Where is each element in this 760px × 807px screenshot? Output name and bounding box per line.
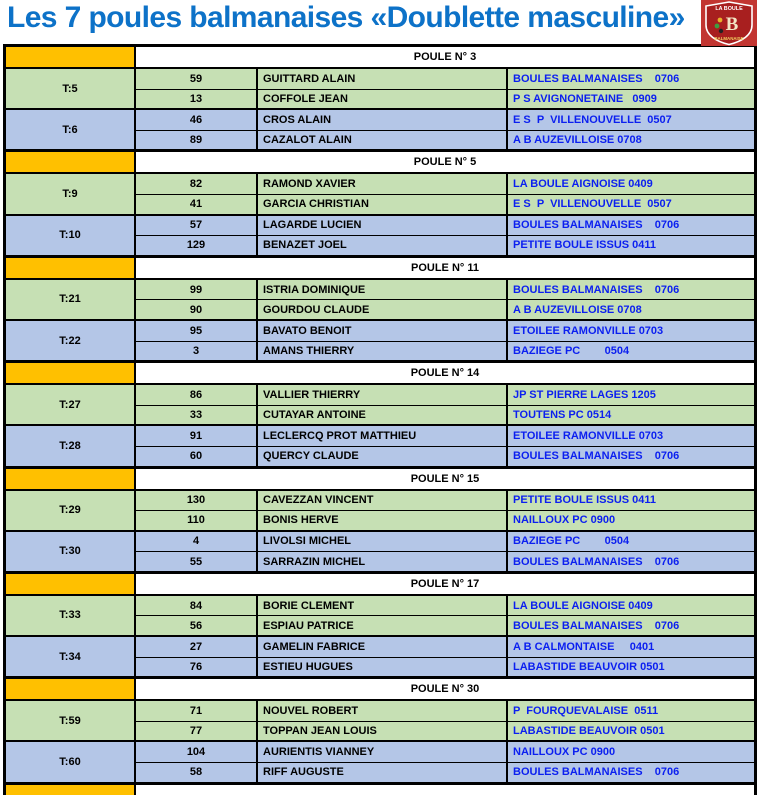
player-club: BAZIEGE PC 0504 (513, 344, 630, 357)
pool-title: POULE N° 5 (136, 152, 754, 172)
player-club: PETITE BOULE ISSUS 0411 (513, 239, 657, 252)
player-club: E S P VILLENOUVELLE 0507 (513, 113, 672, 126)
player-club: JP ST PIERRE LAGES 1205 (513, 388, 656, 401)
pool-title: POULE N° 17 (136, 574, 754, 594)
player-club: P FOURQUEVALAISE 0511 (513, 705, 659, 718)
player-club: ETOILEE RAMONVILLE 0703 (513, 324, 664, 337)
table-number: T:22 (6, 321, 136, 360)
player-number: 130 (136, 491, 258, 511)
team-row-green (6, 383, 754, 424)
pool-header-spacer (6, 469, 136, 489)
team-players (136, 110, 754, 149)
team-players (136, 637, 754, 676)
player-name: AURIENTIS VIANNEY (258, 742, 508, 762)
team-row-blue (6, 108, 754, 149)
player-club: BOULES BALMANAISES 0706 (513, 283, 680, 296)
logo-boule-green (715, 24, 720, 29)
pool-section-11 (6, 255, 754, 360)
pool-header-row (6, 574, 754, 594)
player-row (136, 194, 754, 214)
player-row (136, 742, 754, 762)
player-number: 60 (136, 447, 258, 466)
player-number: 104 (136, 742, 258, 762)
player-number: 46 (136, 110, 258, 130)
page-title: Les 7 poules balmanaises «Doublette masculine» (7, 1, 685, 34)
table-number: T:34 (6, 637, 136, 676)
player-name: ESPIAU PATRICE (258, 616, 508, 635)
team-row-blue (6, 214, 754, 255)
player-number: 58 (136, 763, 258, 782)
pool-header-spacer (6, 47, 136, 67)
player-row (136, 341, 754, 361)
player-club: NAILLOUX PC 0900 (513, 514, 616, 527)
player-club: NAILLOUX PC 0900 (513, 746, 616, 759)
pool-header-row (6, 47, 754, 67)
player-name: TOPPAN JEAN LOUIS (258, 722, 508, 741)
team-row-blue (6, 424, 754, 465)
player-name: BONIS HERVE (258, 511, 508, 530)
player-row (136, 89, 754, 109)
player-name: VALLIER THIERRY (258, 385, 508, 405)
player-club: BOULES BALMANAISES 0706 (513, 619, 680, 632)
team-row-green (6, 489, 754, 530)
pool-header-spacer (6, 785, 136, 795)
pool-header-blank (136, 785, 754, 795)
pool-section-5 (6, 149, 754, 254)
player-number: 99 (136, 280, 258, 300)
player-number: 129 (136, 236, 258, 255)
team-players (136, 321, 754, 360)
player-row (136, 405, 754, 425)
player-number: 3 (136, 342, 258, 361)
player-club: A B CALMONTAISE 0401 (513, 640, 655, 653)
pool-header-spacer (6, 152, 136, 172)
team-row-green (6, 699, 754, 740)
player-club: ETOILEE RAMONVILLE 0703 (513, 430, 664, 443)
player-name: BAVATO BENOIT (258, 321, 508, 341)
pool-header-row (6, 679, 754, 699)
player-number: 89 (136, 131, 258, 150)
player-club: LABASTIDE BEAUVOIR 0501 (513, 725, 665, 738)
player-name: RAMOND XAVIER (258, 174, 508, 194)
player-number: 90 (136, 300, 258, 319)
player-row (136, 551, 754, 571)
pool-title: POULE N° 11 (136, 258, 754, 278)
player-number: 59 (136, 69, 258, 89)
player-club: BOULES BALMANAISES 0706 (513, 555, 680, 568)
table-number: T:10 (6, 216, 136, 255)
player-name: LIVOLSI MICHEL (258, 532, 508, 552)
team-row-blue (6, 635, 754, 676)
pool-title: POULE N° 14 (136, 363, 754, 383)
player-number: 27 (136, 637, 258, 657)
player-name: CROS ALAIN (258, 110, 508, 130)
team-row-blue (6, 740, 754, 781)
logo-center-letter: B (725, 14, 739, 35)
player-number: 77 (136, 722, 258, 741)
team-row-blue (6, 530, 754, 571)
table-number: T:59 (6, 701, 136, 740)
team-players (136, 532, 754, 571)
pool-header-spacer (6, 574, 136, 594)
club-logo (701, 0, 757, 46)
team-players (136, 491, 754, 530)
player-row (136, 321, 754, 341)
team-row-green (6, 172, 754, 213)
player-name: BENAZET JOEL (258, 236, 508, 255)
table-number: T:27 (6, 385, 136, 424)
player-club: LA BOULE AIGNOISE 0409 (513, 178, 653, 191)
next-pool-partial-row (6, 782, 754, 795)
table-number: T:33 (6, 596, 136, 635)
player-name: CAVEZZAN VINCENT (258, 491, 508, 511)
player-row (136, 174, 754, 194)
player-club: BOULES BALMANAISES 0706 (513, 219, 680, 232)
pool-section-17 (6, 571, 754, 676)
team-players (136, 385, 754, 424)
player-row (136, 532, 754, 552)
player-row (136, 235, 754, 255)
player-name: GUITTARD ALAIN (258, 69, 508, 89)
player-number: 41 (136, 195, 258, 214)
table-number: T:30 (6, 532, 136, 571)
player-name: BORIE CLEMENT (258, 596, 508, 616)
player-name: SARRAZIN MICHEL (258, 552, 508, 571)
team-players (136, 426, 754, 465)
logo-top-text: LA BOULE (715, 6, 743, 12)
player-row (136, 762, 754, 782)
player-name: ESTIEU HUGUES (258, 658, 508, 677)
pool-title: POULE N° 3 (136, 47, 754, 67)
team-players (136, 701, 754, 740)
player-club: TOUTENS PC 0514 (513, 409, 612, 422)
player-number: 55 (136, 552, 258, 571)
pool-section-30 (6, 676, 754, 781)
pool-header-row (6, 469, 754, 489)
player-club: A B AUZEVILLOISE 0708 (513, 303, 642, 316)
team-row-green (6, 278, 754, 319)
player-club: BOULES BALMANAISES 0706 (513, 72, 680, 85)
player-name: RIFF AUGUSTE (258, 763, 508, 782)
player-row (136, 130, 754, 150)
player-club: BAZIEGE PC 0504 (513, 535, 630, 548)
pool-title: POULE N° 15 (136, 469, 754, 489)
pool-header-spacer (6, 363, 136, 383)
player-number: 95 (136, 321, 258, 341)
player-row (136, 510, 754, 530)
pool-header-spacer (6, 679, 136, 699)
player-number: 71 (136, 701, 258, 721)
player-number: 82 (136, 174, 258, 194)
player-row (136, 637, 754, 657)
player-name: LAGARDE LUCIEN (258, 216, 508, 236)
player-name: GOURDOU CLAUDE (258, 300, 508, 319)
player-club: A B AUZEVILLOISE 0708 (513, 134, 642, 147)
team-row-blue (6, 319, 754, 360)
player-club: PETITE BOULE ISSUS 0411 (513, 494, 657, 507)
player-row (136, 385, 754, 405)
pool-header-spacer (6, 258, 136, 278)
player-name: GARCIA CHRISTIAN (258, 195, 508, 214)
pool-header-row (6, 363, 754, 383)
team-players (136, 174, 754, 213)
pool-section-14 (6, 360, 754, 465)
player-number: 57 (136, 216, 258, 236)
player-row (136, 701, 754, 721)
player-name: GAMELIN FABRICE (258, 637, 508, 657)
player-number: 56 (136, 616, 258, 635)
player-row (136, 721, 754, 741)
team-row-green (6, 594, 754, 635)
player-name: ISTRIA DOMINIQUE (258, 280, 508, 300)
player-row (136, 110, 754, 130)
player-club: BOULES BALMANAISES 0706 (513, 450, 680, 463)
player-number: 86 (136, 385, 258, 405)
team-players (136, 742, 754, 781)
player-name: CAZALOT ALAIN (258, 131, 508, 150)
table-number: T:60 (6, 742, 136, 781)
table-number: T:21 (6, 280, 136, 319)
table-number: T:29 (6, 491, 136, 530)
player-club: LABASTIDE BEAUVOIR 0501 (513, 660, 665, 673)
player-number: 110 (136, 511, 258, 530)
table-number: T:9 (6, 174, 136, 213)
player-row (136, 596, 754, 616)
pool-title: POULE N° 30 (136, 679, 754, 699)
player-number: 91 (136, 426, 258, 446)
player-row (136, 69, 754, 89)
table-number: T:5 (6, 69, 136, 108)
player-row (136, 657, 754, 677)
pool-section-3 (6, 44, 754, 149)
player-club: BOULES BALMANAISES 0706 (513, 766, 680, 779)
player-row (136, 216, 754, 236)
player-row (136, 280, 754, 300)
logo-bottom-text: BALMANAISE (714, 36, 744, 41)
logo-boule-yellow (718, 18, 723, 23)
player-row (136, 446, 754, 466)
player-name: COFFOLE JEAN (258, 90, 508, 109)
player-number: 84 (136, 596, 258, 616)
team-players (136, 69, 754, 108)
pool-section-15 (6, 466, 754, 571)
player-club: P S AVIGNONETAINE 0909 (513, 92, 657, 105)
player-number: 33 (136, 406, 258, 425)
pool-header-row (6, 152, 754, 172)
table-number: T:28 (6, 426, 136, 465)
logo-boule-black (719, 29, 723, 33)
team-players (136, 596, 754, 635)
player-row (136, 491, 754, 511)
player-name: NOUVEL ROBERT (258, 701, 508, 721)
player-row (136, 615, 754, 635)
team-players (136, 216, 754, 255)
pools-table (3, 44, 757, 795)
player-row (136, 426, 754, 446)
table-number: T:6 (6, 110, 136, 149)
pool-header-row (6, 258, 754, 278)
player-row (136, 299, 754, 319)
player-name: AMANS THIERRY (258, 342, 508, 361)
player-number: 76 (136, 658, 258, 677)
player-name: LECLERCQ PROT MATTHIEU (258, 426, 508, 446)
player-number: 4 (136, 532, 258, 552)
team-players (136, 280, 754, 319)
player-name: QUERCY CLAUDE (258, 447, 508, 466)
player-number: 13 (136, 90, 258, 109)
page-header (0, 0, 760, 44)
team-row-green (6, 67, 754, 108)
player-club: LA BOULE AIGNOISE 0409 (513, 599, 653, 612)
player-club: E S P VILLENOUVELLE 0507 (513, 198, 672, 211)
player-name: CUTAYAR ANTOINE (258, 406, 508, 425)
